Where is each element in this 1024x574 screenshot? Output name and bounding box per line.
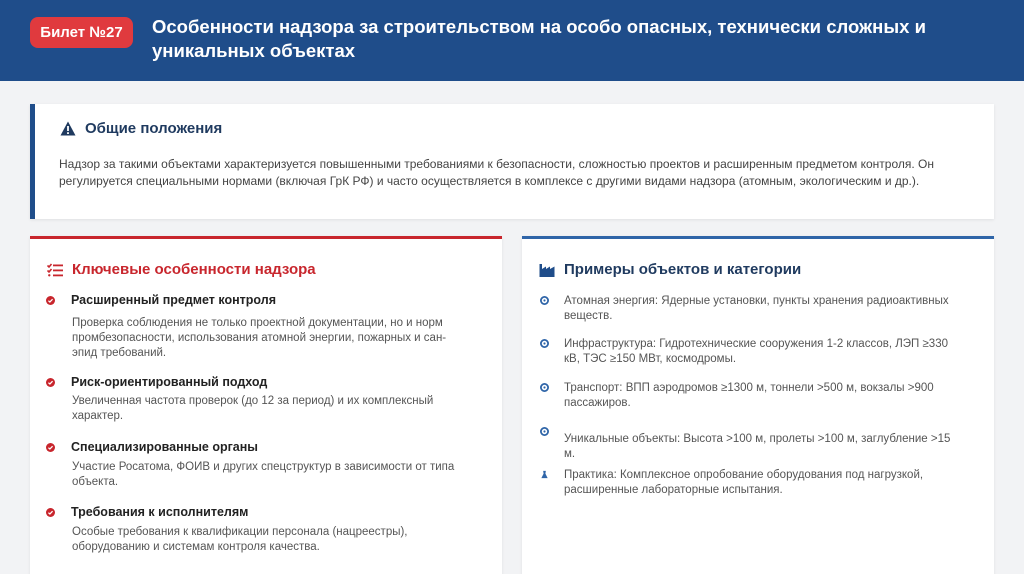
building-icon bbox=[540, 427, 549, 436]
ticket-badge: Билет №27 bbox=[30, 17, 133, 48]
general-text: Надзор за такими объектами характеризуется повышенными требованиями к безопасности, сложностью проектов и расширенным предметом контроля. Он регулируется специальными нормами (включая ГрК РФ) и часто осуществляется в комплексе с другими видами надзора (атомным, экологическим и др.). bbox=[59, 157, 935, 188]
features-card bbox=[30, 236, 502, 574]
page-title: Особенности надзора за строительством на особо опасных, технически сложных и уникальных объектах bbox=[152, 16, 926, 61]
example-item bbox=[540, 294, 980, 323]
example-item bbox=[540, 381, 980, 410]
example-item bbox=[540, 337, 980, 366]
example-text: Транспорт: ВПП аэродромов ≥1300 м, тоннели >500 м, вокзалы >900 пассажиров. bbox=[564, 382, 934, 409]
atom-icon bbox=[540, 296, 549, 305]
example-text: Практика: Комплексное опробование оборудования под нагрузкой, расширенные лабораторные испытания. bbox=[564, 469, 924, 496]
check-circle-icon bbox=[46, 296, 55, 305]
bridge-icon bbox=[540, 339, 549, 348]
feature-item bbox=[46, 440, 476, 490]
example-text: Уникальные объекты: Высота >100 м, пролеты >100 м, заглубление >15 м. bbox=[564, 433, 951, 460]
warning-icon bbox=[60, 121, 76, 136]
example-item bbox=[540, 468, 980, 497]
examples-card bbox=[522, 236, 994, 574]
example-text: Инфраструктура: Гидротехнические сооружения 1-2 классов, ЛЭП ≥330 кВ, ТЭС ≥150 МВт, космодромы. bbox=[564, 338, 948, 365]
examples-heading bbox=[539, 261, 801, 278]
general-heading bbox=[60, 120, 222, 137]
plane-icon bbox=[540, 383, 549, 392]
examples-heading-label: Примеры объектов и категории bbox=[564, 261, 802, 278]
feature-desc: Увеличенная частота проверок (до 12 за период) и их комплексный характер. bbox=[72, 395, 434, 422]
general-heading-label: Общие положения bbox=[85, 120, 223, 137]
flask-icon bbox=[540, 470, 549, 479]
header-bar bbox=[0, 0, 1024, 81]
feature-desc: Особые требования к квалификации персонала (нацреестры), оборудованию и системам контроля качества. bbox=[72, 526, 408, 553]
feature-item bbox=[46, 505, 476, 555]
feature-title: Требования к исполнителям bbox=[71, 505, 249, 519]
checklist-icon bbox=[47, 263, 63, 277]
feature-item bbox=[46, 293, 476, 361]
feature-title: Специализированные органы bbox=[71, 440, 258, 454]
features-heading-label: Ключевые особенности надзора bbox=[72, 261, 316, 278]
example-item bbox=[540, 425, 980, 461]
feature-title: Риск-ориентированный подход bbox=[71, 375, 268, 389]
feature-desc: Участие Росатома, ФОИВ и других спецструктур в зависимости от типа объекта. bbox=[72, 461, 455, 488]
check-circle-icon bbox=[46, 443, 55, 452]
check-circle-icon bbox=[46, 378, 55, 387]
factory-icon bbox=[539, 263, 555, 277]
general-section bbox=[30, 104, 994, 219]
check-circle-icon bbox=[46, 508, 55, 517]
example-text: Атомная энергия: Ядерные установки, пункты хранения радиоактивных веществ. bbox=[564, 295, 949, 322]
feature-desc: Проверка соблюдения не только проектной документации, но и норм промбезопасности, использования атомной энергии, пожарных и сан-эпид требований. bbox=[72, 317, 447, 359]
feature-item bbox=[46, 375, 476, 424]
features-heading bbox=[47, 261, 316, 278]
feature-title: Расширенный предмет контроля bbox=[71, 293, 276, 307]
